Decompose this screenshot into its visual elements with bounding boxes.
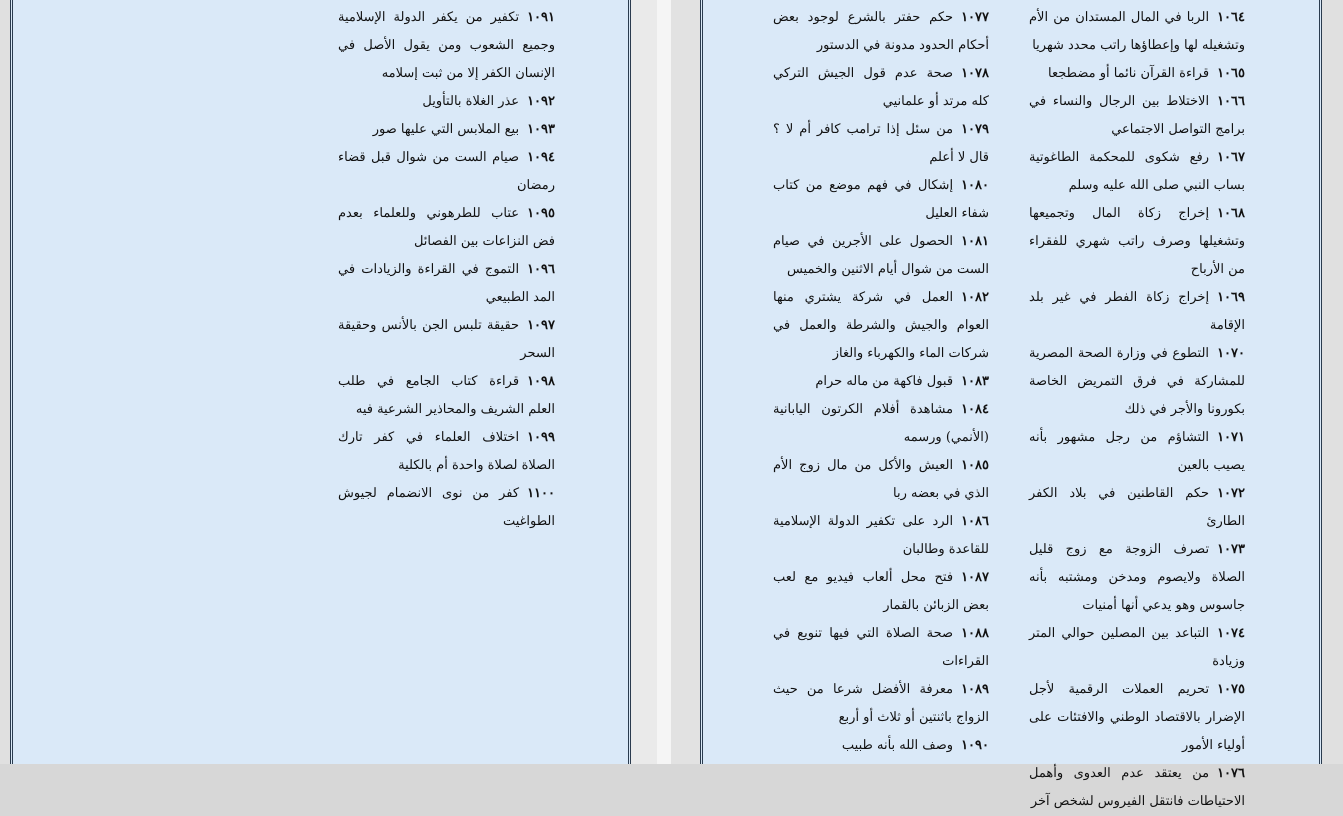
entry-title: وصف الله بأنه طبيب [841, 738, 954, 753]
entry-number: ١١٠٠ [527, 486, 555, 501]
index-entry [1029, 144, 1245, 200]
entry-number: ١٠٧٧ [961, 10, 989, 25]
entry-title: معرفة الأفضل شرعا من حيث الزواج باثنتين أو ثلاث أو أربع [773, 682, 989, 725]
index-entry [338, 144, 555, 200]
index-entry [338, 116, 555, 144]
entry-title: عذر الغلاة بالتأويل [422, 94, 520, 109]
entry-title: تحريم العملات الرقمية لأجل الإضرار بالاقتصاد الوطني والافتئات على أولياء الأمور [1029, 682, 1245, 753]
entry-number: ١٠٨١ [961, 234, 989, 249]
entry-number: ١٠٧٦ [1217, 766, 1245, 781]
entry-title: الربا في المال المستدان من الأم وتشغيله لها وإعطاؤها راتب محدد شهريا [1029, 10, 1245, 53]
index-entry [773, 732, 989, 760]
entry-title: العمل في شركة يشتري منها العوام والجيش والشرطة والعمل في شركات الماء والكهرباء والغاز [773, 290, 989, 361]
page-left [10, 0, 631, 764]
entry-title: الحصول على الأجرين في صيام الست من شوال أيام الاثنين والخميس [773, 234, 989, 277]
entry-number: ١٠٩٥ [527, 206, 555, 221]
entry-number: ١٠٦٦ [1217, 94, 1245, 109]
page-gutter-middle [631, 0, 700, 764]
entry-number: ١٠٧٣ [1217, 542, 1245, 557]
entry-number: ١٠٦٧ [1217, 150, 1245, 165]
entry-title: مشاهدة أفلام الكرتون اليابانية (الأنمي) ورسمه [773, 402, 989, 445]
entry-title: العيش والأكل من مال زوج الأم الذي في بعضه ربا [773, 458, 989, 501]
entry-number: ١٠٨٦ [961, 514, 989, 529]
index-entry [1029, 88, 1245, 144]
page-gutter-right [1322, 0, 1343, 764]
entry-title: التموج في القراءة والزيادات في المد الطبيعي [338, 262, 555, 305]
entry-number: ١٠٨٢ [961, 290, 989, 305]
entry-number: ١٠٦٥ [1217, 66, 1245, 81]
entry-number: ١٠٧٥ [1217, 682, 1245, 697]
entry-title: صيام الست من شوال قبل قضاء رمضان [338, 150, 555, 193]
index-entry [1029, 620, 1245, 676]
index-entry [1029, 536, 1245, 620]
entry-title: التباعد بين المصلين حوالي المتر وزيادة [1029, 626, 1245, 669]
entry-number: ١٠٦٩ [1217, 290, 1245, 305]
page-gutter-left [0, 0, 10, 764]
index-entry [773, 60, 989, 116]
entry-title: بيع الملابس التي عليها صور [372, 122, 520, 137]
entry-title: فتح محل ألعاب فيديو مع لعب بعض الزبائن بالقمار [773, 570, 989, 613]
entry-number: ١٠٨٠ [961, 178, 989, 193]
index-entry [773, 116, 989, 172]
entry-number: ١٠٦٨ [1217, 206, 1245, 221]
entry-number: ١٠٩٧ [527, 318, 555, 333]
entry-title: تصرف الزوجة مع زوج قليل الصلاة ولايصوم ومدخن ومشتبه بأنه جاسوس وهو يدعي أنها أمنيات [1029, 542, 1245, 613]
entry-title: حكم القاطنين في بلاد الكفر الطارئ [1029, 486, 1245, 529]
index-entry [773, 284, 989, 368]
entry-number: ١٠٩٣ [527, 122, 555, 137]
index-entry [338, 88, 555, 116]
entry-title: من سئل إذا ترامب كافر أم لا ؟ قال لا أعلم [773, 122, 989, 165]
index-entry [338, 368, 555, 424]
entry-number: ١٠٩٩ [527, 430, 555, 445]
entry-title: حقيقة تلبس الجن بالأنس وحقيقة السحر [338, 318, 555, 361]
entry-number: ١٠٧٢ [1217, 486, 1245, 501]
entry-title: تكفير من يكفر الدولة الإسلامية وجميع الشعوب ومن يقول الأصل في الإنسان الكفر إلا من ثبت إسلامه [338, 10, 555, 81]
entry-number: ١٠٨٨ [961, 626, 989, 641]
index-entry [773, 4, 989, 60]
index-entry [773, 620, 989, 676]
entry-number: ١٠٨٤ [961, 402, 989, 417]
index-entry [773, 508, 989, 564]
index-column [338, 4, 555, 536]
index-entry [773, 396, 989, 452]
entry-number: ١٠٩٤ [527, 150, 555, 165]
entry-title: حكم حفتر بالشرع لوجود بعض أحكام الحدود مدونة في الدستور [773, 10, 989, 53]
entry-number: ١٠٨٩ [961, 682, 989, 697]
entry-title: إخراج زكاة الفطر في غير بلد الإقامة [1029, 290, 1245, 333]
entry-title: اختلاف العلماء في كفر تارك الصلاة لصلاة واحدة أم بالكلية [338, 430, 555, 473]
index-entry [1029, 480, 1245, 536]
index-entry [338, 480, 555, 536]
index-entry [1029, 4, 1245, 60]
index-entry [1029, 60, 1245, 88]
index-entry [1029, 340, 1245, 424]
index-entry [338, 256, 555, 312]
entry-title: قراءة القرآن نائما أو مضطجعا [1048, 66, 1210, 81]
index-entry [773, 452, 989, 508]
entry-title: عتاب للطرهوني وللعلماء بعدم فض النزاعات بين الفصائل [338, 206, 555, 249]
index-entry [1029, 676, 1245, 760]
entry-number: ١٠٧١ [1217, 430, 1245, 445]
entry-title: إشكال في فهم موضع من كتاب شفاء العليل [773, 178, 989, 221]
index-column [773, 4, 989, 760]
entry-number: ١٠٩٨ [527, 374, 555, 389]
entry-number: ١٠٩٢ [527, 94, 555, 109]
entry-number: ١٠٩١ [527, 10, 555, 25]
index-entry [338, 4, 555, 88]
entry-title: قراءة كتاب الجامع في طلب العلم الشريف والمحاذير الشرعية فيه [338, 374, 555, 417]
entry-number: ١٠٧٠ [1217, 346, 1245, 361]
entry-title: الاختلاط بين الرجال والنساء في برامج التواصل الاجتماعي [1029, 94, 1245, 137]
index-entry [1029, 200, 1245, 284]
entry-number: ١٠٧٨ [961, 66, 989, 81]
entry-title: قبول فاكهة من ماله حرام [815, 374, 954, 389]
index-entry [338, 312, 555, 368]
entry-title: الرد على تكفير الدولة الإسلامية للقاعدة وطالبان [773, 514, 989, 557]
entry-title: كفر من نوى الانضمام لجيوش الطواغيت [338, 486, 555, 529]
page-right [700, 0, 1322, 809]
entry-title: إخراج زكاة المال وتجميعها وتشغيلها وصرف راتب شهري للفقراء من الأرباح [1029, 206, 1245, 277]
entry-number: ١٠٦٤ [1217, 10, 1245, 25]
index-entry [1029, 424, 1245, 480]
index-entry [1029, 284, 1245, 340]
entry-number: ١٠٧٩ [961, 122, 989, 137]
entry-title: التشاؤم من رجل مشهور بأنه يصيب بالعين [1029, 430, 1245, 473]
index-column [1029, 4, 1245, 816]
entry-title: من يعتقد عدم العدوى وأهمل الاحتياطات فانتقل الفيروس لشخص آخر [1029, 766, 1245, 809]
entry-number: ١٠٨٣ [961, 374, 989, 389]
entry-title: صحة عدم قول الجيش التركي كله مرتد أو علمانيي [773, 66, 989, 109]
entry-number: ١٠٩٠ [961, 738, 989, 753]
index-entry [773, 368, 989, 396]
entry-number: ١٠٩٦ [527, 262, 555, 277]
index-entry [773, 172, 989, 228]
index-entry [1029, 760, 1245, 816]
entry-title: رفع شكوى للمحكمة الطاغوتية بساب النبي صلى الله عليه وسلم [1029, 150, 1245, 193]
entry-number: ١٠٨٧ [961, 570, 989, 585]
index-entry [338, 424, 555, 480]
entry-title: صحة الصلاة التي فيها تنويع في القراءات [773, 626, 989, 669]
entry-number: ١٠٨٥ [961, 458, 989, 473]
index-entry [338, 200, 555, 256]
index-entry [773, 564, 989, 620]
entry-number: ١٠٧٤ [1217, 626, 1245, 641]
index-entry [773, 228, 989, 284]
entry-title: التطوع في وزارة الصحة المصرية للمشاركة في فرق التمريض الخاصة بكورونا والأجر في ذلك [1029, 346, 1245, 417]
index-entry [773, 676, 989, 732]
